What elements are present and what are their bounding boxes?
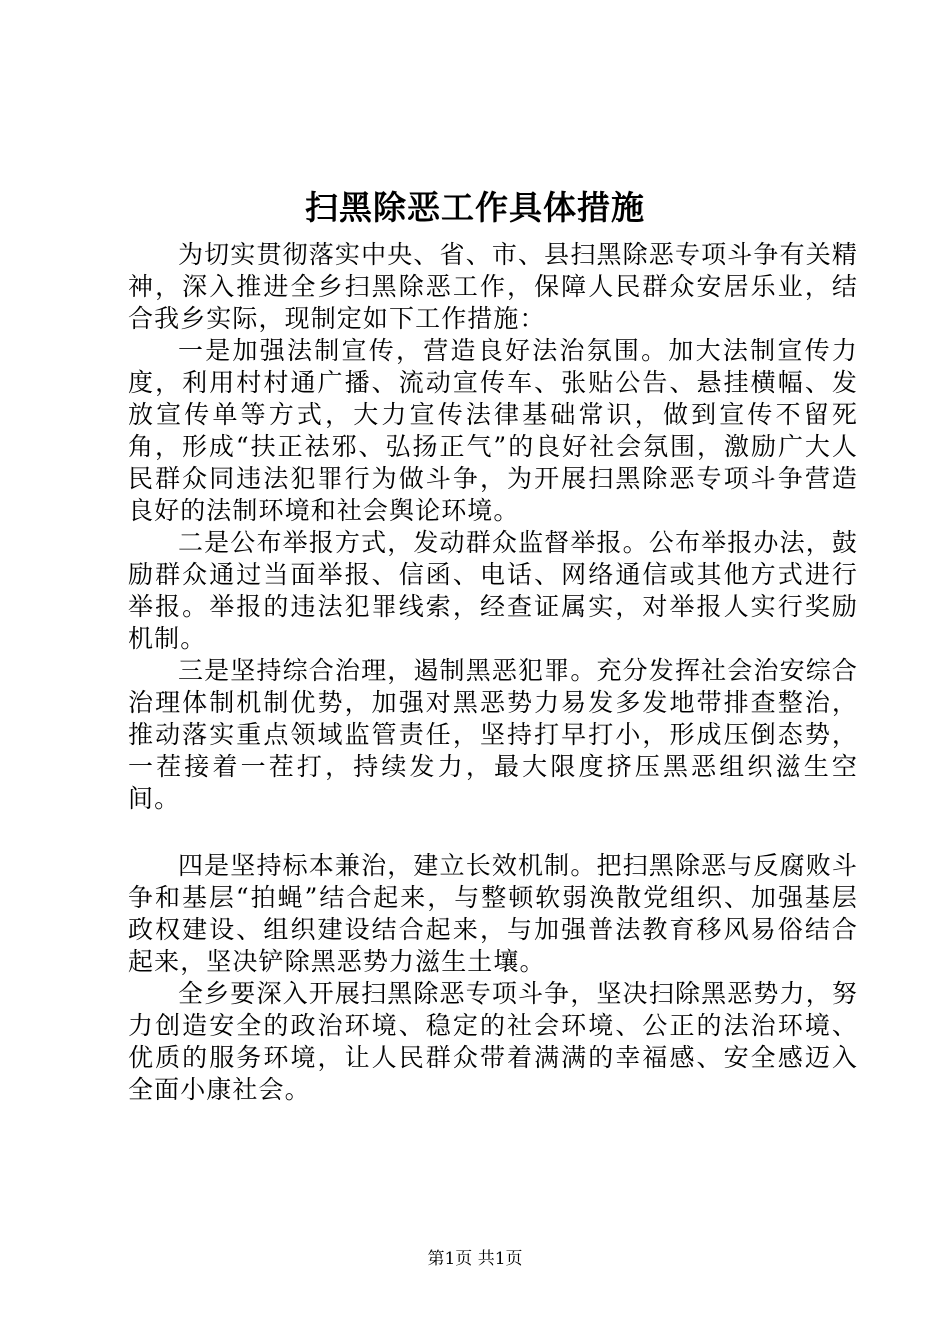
document-title: 扫黑除恶工作具体措施 <box>305 188 645 227</box>
paragraph-conclusion: 全乡要深入开展扫黑除恶专项斗争，坚决扫除黑恶势力，努力创造安全的政治环境、稳定的社会环境、公正的法治环境、优质的服务环境，让人民群众带着满满的幸福感、安全感迈入全面小康社会。 <box>128 979 858 1104</box>
paragraph-measure-2: 二是公布举报方式，发动群众监督举报。公布举报办法，鼓励群众通过当面举报、信函、电话、网络通信或其他方式进行举报。举报的违法犯罪线索，经查证属实，对举报人实行奖励机制。 <box>128 528 858 653</box>
paragraph-measure-1: 一是加强法制宣传，营造良好法治氛围。加大法制宣传力度，利用村村通广播、流动宣传车、张贴公告、悬挂横幅、发放宣传单等方式，大力宣传法律基础常识，做到宣传不留死角，形成“扶正祛邪、弘扬正气”的良好社会氛围，激励广大人民群众同违法犯罪行为做斗争，为开展扫黑除恶专项斗争营造良好的法制环境和社会舆论环境。 <box>128 336 858 525</box>
paragraph-measure-4: 四是坚持标本兼治，建立长效机制。把扫黑除恶与反腐败斗争和基层“拍蝇”结合起来，与整顿软弱涣散党组织、加强基层政权建设、组织建设结合起来，与加强普法教育移风易俗结合起来，坚决铲除黑恶势力滋生土壤。 <box>128 851 858 976</box>
paragraph-measure-3: 三是坚持综合治理，遏制黑恶犯罪。充分发挥社会治安综合治理体制机制优势，加强对黑恶势力易发多发地带排查整治，推动落实重点领域监管责任，坚持打早打小，形成压倒态势，一茬接着一茬打，持续发力，最大限度挤压黑恶组织滋生空间。 <box>128 656 858 813</box>
document-body <box>128 239 858 1106</box>
paragraph-intro: 为切实贯彻落实中央、省、市、县扫黑除恶专项斗争有关精神，深入推进全乡扫黑除恶工作，保障人民群众安居乐业，结合我乡实际，现制定如下工作措施： <box>128 240 858 333</box>
page-footer: 第1页 共1页 <box>427 1249 523 1269</box>
